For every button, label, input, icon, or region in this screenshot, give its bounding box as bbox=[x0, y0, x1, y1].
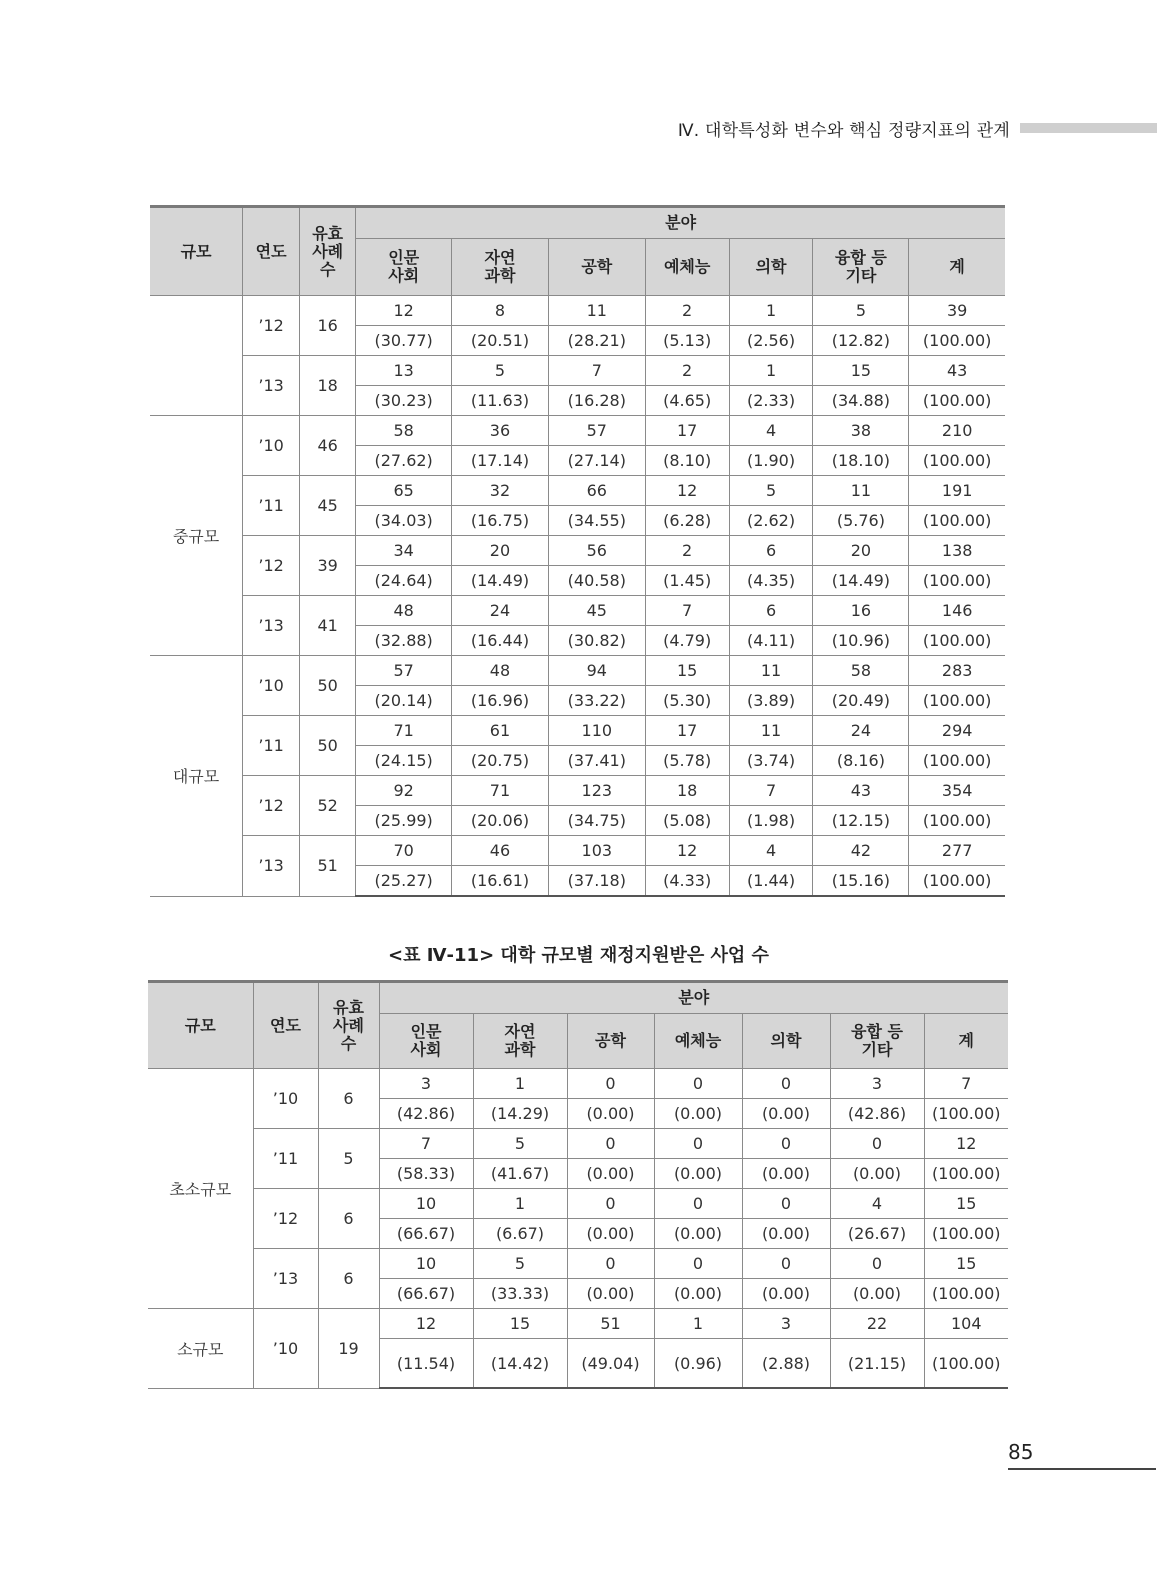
count-cell: 20 bbox=[452, 536, 549, 566]
percent-cell: (12.82) bbox=[813, 326, 909, 356]
count-cell: 5 bbox=[473, 1249, 567, 1279]
header-decoration-bar bbox=[1020, 123, 1157, 133]
valid-cases-cell: 39 bbox=[300, 536, 356, 596]
year-cell: ’12 bbox=[243, 536, 300, 596]
percent-cell: (27.14) bbox=[548, 446, 645, 476]
percent-cell: (5.76) bbox=[813, 506, 909, 536]
count-cell: 8 bbox=[452, 296, 549, 326]
count-cell: 43 bbox=[909, 356, 1005, 386]
percent-cell: (0.00) bbox=[654, 1099, 742, 1129]
percent-cell: (0.00) bbox=[742, 1159, 830, 1189]
percent-cell: (100.00) bbox=[909, 866, 1005, 897]
percent-cell: (14.49) bbox=[813, 566, 909, 596]
count-cell: 146 bbox=[909, 596, 1005, 626]
percent-cell: (0.00) bbox=[742, 1219, 830, 1249]
count-cell: 0 bbox=[830, 1129, 924, 1159]
percent-cell: (4.33) bbox=[645, 866, 729, 897]
count-cell: 56 bbox=[548, 536, 645, 566]
count-cell: 58 bbox=[356, 416, 452, 446]
table-row bbox=[148, 1249, 1008, 1279]
header-column: 예체능 bbox=[645, 239, 729, 296]
year-cell: ’12 bbox=[243, 776, 300, 836]
percent-cell: (2.56) bbox=[729, 326, 813, 356]
valid-cases-cell: 16 bbox=[300, 296, 356, 356]
count-cell: 17 bbox=[645, 716, 729, 746]
count-cell: 70 bbox=[356, 836, 452, 866]
count-cell: 6 bbox=[729, 596, 813, 626]
valid-cases-cell: 46 bbox=[300, 416, 356, 476]
percent-cell: (100.00) bbox=[909, 626, 1005, 656]
year-cell: ’12 bbox=[253, 1189, 318, 1249]
percent-cell: (28.21) bbox=[548, 326, 645, 356]
header-column: 융합 등 기타 bbox=[813, 239, 909, 296]
table-row bbox=[150, 716, 1005, 746]
count-cell: 65 bbox=[356, 476, 452, 506]
count-cell: 354 bbox=[909, 776, 1005, 806]
percent-cell: (5.30) bbox=[645, 686, 729, 716]
table-funded-projects-continued bbox=[150, 205, 1005, 897]
valid-cases-cell: 50 bbox=[300, 656, 356, 716]
count-cell: 7 bbox=[645, 596, 729, 626]
header-field: 분야 bbox=[379, 982, 1008, 1014]
percent-cell: (20.49) bbox=[813, 686, 909, 716]
count-cell: 11 bbox=[729, 716, 813, 746]
running-header: Ⅳ. 대학특성화 변수와 핵심 정량지표의 관계 bbox=[677, 121, 1010, 141]
count-cell: 7 bbox=[729, 776, 813, 806]
count-cell: 0 bbox=[742, 1069, 830, 1099]
count-cell: 110 bbox=[548, 716, 645, 746]
percent-cell: (17.14) bbox=[452, 446, 549, 476]
table-row bbox=[148, 1189, 1008, 1219]
count-cell: 0 bbox=[567, 1069, 654, 1099]
valid-cases-cell: 19 bbox=[318, 1309, 379, 1389]
count-cell: 34 bbox=[356, 536, 452, 566]
percent-cell: (3.74) bbox=[729, 746, 813, 776]
count-cell: 48 bbox=[356, 596, 452, 626]
header-column: 공학 bbox=[548, 239, 645, 296]
table-caption: <표 Ⅳ-11> 대학 규모별 재정지원받은 사업 수 bbox=[388, 945, 769, 966]
header-column: 인문 사회 bbox=[379, 1014, 473, 1069]
percent-cell: (11.54) bbox=[379, 1339, 473, 1389]
header-column: 융합 등 기타 bbox=[830, 1014, 924, 1069]
valid-cases-cell: 6 bbox=[318, 1249, 379, 1309]
count-cell: 5 bbox=[452, 356, 549, 386]
percent-cell: (1.45) bbox=[645, 566, 729, 596]
count-cell: 71 bbox=[452, 776, 549, 806]
percent-cell: (30.23) bbox=[356, 386, 452, 416]
count-cell: 51 bbox=[567, 1309, 654, 1339]
percent-cell: (32.88) bbox=[356, 626, 452, 656]
header-size: 규모 bbox=[148, 982, 253, 1069]
percent-cell: (42.86) bbox=[830, 1099, 924, 1129]
header-valid-cases: 유효 사례 수 bbox=[318, 982, 379, 1069]
count-cell: 12 bbox=[379, 1309, 473, 1339]
count-cell: 11 bbox=[729, 656, 813, 686]
header-column: 자연 과학 bbox=[473, 1014, 567, 1069]
percent-cell: (34.75) bbox=[548, 806, 645, 836]
percent-cell: (25.27) bbox=[356, 866, 452, 897]
year-cell: ’11 bbox=[243, 476, 300, 536]
percent-cell: (20.14) bbox=[356, 686, 452, 716]
count-cell: 48 bbox=[452, 656, 549, 686]
count-cell: 61 bbox=[452, 716, 549, 746]
percent-cell: (1.98) bbox=[729, 806, 813, 836]
count-cell: 0 bbox=[567, 1189, 654, 1219]
count-cell: 2 bbox=[645, 536, 729, 566]
percent-cell: (30.82) bbox=[548, 626, 645, 656]
percent-cell: (33.22) bbox=[548, 686, 645, 716]
percent-cell: (21.15) bbox=[830, 1339, 924, 1389]
table-row bbox=[150, 776, 1005, 806]
count-cell: 0 bbox=[742, 1129, 830, 1159]
percent-cell: (0.00) bbox=[567, 1279, 654, 1309]
year-cell: ’12 bbox=[243, 296, 300, 356]
percent-cell: (8.16) bbox=[813, 746, 909, 776]
count-cell: 7 bbox=[379, 1129, 473, 1159]
count-cell: 58 bbox=[813, 656, 909, 686]
size-group-cell: 소규모 bbox=[148, 1309, 253, 1389]
count-cell: 0 bbox=[742, 1249, 830, 1279]
header-row bbox=[150, 207, 1005, 239]
header-column: 인문 사회 bbox=[356, 239, 452, 296]
year-cell: ’13 bbox=[253, 1249, 318, 1309]
percent-cell: (2.88) bbox=[742, 1339, 830, 1389]
page-number: 85 bbox=[1008, 1440, 1034, 1464]
count-cell: 12 bbox=[356, 296, 452, 326]
percent-cell: (100.00) bbox=[909, 326, 1005, 356]
percent-cell: (42.86) bbox=[379, 1099, 473, 1129]
percent-cell: (4.79) bbox=[645, 626, 729, 656]
percent-cell: (14.42) bbox=[473, 1339, 567, 1389]
percent-cell: (100.00) bbox=[909, 566, 1005, 596]
count-cell: 2 bbox=[645, 296, 729, 326]
count-cell: 1 bbox=[473, 1069, 567, 1099]
count-cell: 283 bbox=[909, 656, 1005, 686]
header-column: 의학 bbox=[729, 239, 813, 296]
count-cell: 24 bbox=[452, 596, 549, 626]
header-column: 의학 bbox=[742, 1014, 830, 1069]
percent-cell: (0.00) bbox=[742, 1099, 830, 1129]
size-group-cell: 초소규모 bbox=[148, 1069, 253, 1309]
percent-cell: (20.75) bbox=[452, 746, 549, 776]
count-cell: 10 bbox=[379, 1249, 473, 1279]
count-cell: 94 bbox=[548, 656, 645, 686]
count-cell: 6 bbox=[729, 536, 813, 566]
count-cell: 3 bbox=[830, 1069, 924, 1099]
year-cell: ’10 bbox=[253, 1309, 318, 1389]
percent-cell: (0.00) bbox=[654, 1159, 742, 1189]
table-row bbox=[150, 656, 1005, 686]
valid-cases-cell: 45 bbox=[300, 476, 356, 536]
percent-cell: (0.00) bbox=[654, 1219, 742, 1249]
table-row bbox=[148, 1069, 1008, 1099]
percent-cell: (14.49) bbox=[452, 566, 549, 596]
count-cell: 1 bbox=[729, 296, 813, 326]
count-cell: 13 bbox=[356, 356, 452, 386]
percent-cell: (26.67) bbox=[830, 1219, 924, 1249]
percent-cell: (66.67) bbox=[379, 1219, 473, 1249]
percent-cell: (100.00) bbox=[909, 386, 1005, 416]
count-cell: 18 bbox=[645, 776, 729, 806]
header-column: 계 bbox=[924, 1014, 1008, 1069]
count-cell: 0 bbox=[654, 1129, 742, 1159]
header-year: 연도 bbox=[253, 982, 318, 1069]
count-cell: 22 bbox=[830, 1309, 924, 1339]
table-row bbox=[148, 1129, 1008, 1159]
percent-cell: (14.29) bbox=[473, 1099, 567, 1129]
valid-cases-cell: 18 bbox=[300, 356, 356, 416]
header-column: 예체능 bbox=[654, 1014, 742, 1069]
count-cell: 104 bbox=[924, 1309, 1008, 1339]
percent-cell: (24.64) bbox=[356, 566, 452, 596]
header-row bbox=[148, 982, 1008, 1014]
table-row bbox=[150, 356, 1005, 386]
percent-cell: (10.96) bbox=[813, 626, 909, 656]
percent-cell: (4.65) bbox=[645, 386, 729, 416]
percent-cell: (1.44) bbox=[729, 866, 813, 897]
percent-cell: (0.00) bbox=[567, 1219, 654, 1249]
count-cell: 15 bbox=[924, 1249, 1008, 1279]
percent-cell: (4.35) bbox=[729, 566, 813, 596]
count-cell: 39 bbox=[909, 296, 1005, 326]
percent-cell: (100.00) bbox=[924, 1159, 1008, 1189]
year-cell: ’10 bbox=[243, 656, 300, 716]
percent-cell: (6.28) bbox=[645, 506, 729, 536]
percent-cell: (5.08) bbox=[645, 806, 729, 836]
percent-cell: (66.67) bbox=[379, 1279, 473, 1309]
percent-cell: (100.00) bbox=[924, 1219, 1008, 1249]
percent-cell: (27.62) bbox=[356, 446, 452, 476]
percent-cell: (0.00) bbox=[830, 1159, 924, 1189]
count-cell: 36 bbox=[452, 416, 549, 446]
table-row bbox=[150, 536, 1005, 566]
count-cell: 0 bbox=[567, 1249, 654, 1279]
percent-cell: (8.10) bbox=[645, 446, 729, 476]
header-column: 공학 bbox=[567, 1014, 654, 1069]
percent-cell: (16.28) bbox=[548, 386, 645, 416]
percent-cell: (100.00) bbox=[909, 746, 1005, 776]
count-cell: 3 bbox=[742, 1309, 830, 1339]
percent-cell: (0.00) bbox=[742, 1279, 830, 1309]
percent-cell: (15.16) bbox=[813, 866, 909, 897]
percent-cell: (16.75) bbox=[452, 506, 549, 536]
percent-cell: (16.61) bbox=[452, 866, 549, 897]
percent-cell: (16.96) bbox=[452, 686, 549, 716]
count-cell: 45 bbox=[548, 596, 645, 626]
count-cell: 277 bbox=[909, 836, 1005, 866]
size-group-cell: 중규모 bbox=[150, 416, 243, 656]
count-cell: 12 bbox=[645, 476, 729, 506]
count-cell: 1 bbox=[473, 1189, 567, 1219]
table-row bbox=[150, 596, 1005, 626]
percent-cell: (3.89) bbox=[729, 686, 813, 716]
count-cell: 24 bbox=[813, 716, 909, 746]
count-cell: 38 bbox=[813, 416, 909, 446]
header-column: 자연 과학 bbox=[452, 239, 549, 296]
count-cell: 5 bbox=[813, 296, 909, 326]
count-cell: 15 bbox=[924, 1189, 1008, 1219]
year-cell: ’13 bbox=[243, 596, 300, 656]
percent-cell: (100.00) bbox=[924, 1279, 1008, 1309]
count-cell: 138 bbox=[909, 536, 1005, 566]
header-valid-cases: 유효 사례 수 bbox=[300, 207, 356, 296]
count-cell: 11 bbox=[548, 296, 645, 326]
percent-cell: (5.78) bbox=[645, 746, 729, 776]
percent-cell: (37.41) bbox=[548, 746, 645, 776]
table-row bbox=[150, 476, 1005, 506]
percent-cell: (18.10) bbox=[813, 446, 909, 476]
percent-cell: (25.99) bbox=[356, 806, 452, 836]
year-cell: ’11 bbox=[243, 716, 300, 776]
year-cell: ’13 bbox=[243, 836, 300, 897]
percent-cell: (41.67) bbox=[473, 1159, 567, 1189]
table-row bbox=[148, 1309, 1008, 1339]
count-cell: 3 bbox=[379, 1069, 473, 1099]
count-cell: 12 bbox=[924, 1129, 1008, 1159]
percent-cell: (0.00) bbox=[830, 1279, 924, 1309]
count-cell: 191 bbox=[909, 476, 1005, 506]
percent-cell: (20.06) bbox=[452, 806, 549, 836]
percent-cell: (100.00) bbox=[909, 506, 1005, 536]
count-cell: 15 bbox=[645, 656, 729, 686]
count-cell: 103 bbox=[548, 836, 645, 866]
count-cell: 0 bbox=[567, 1129, 654, 1159]
percent-cell: (4.11) bbox=[729, 626, 813, 656]
table-funded-projects-by-size bbox=[148, 980, 1008, 1389]
percent-cell: (16.44) bbox=[452, 626, 549, 656]
percent-cell: (1.90) bbox=[729, 446, 813, 476]
count-cell: 16 bbox=[813, 596, 909, 626]
percent-cell: (33.33) bbox=[473, 1279, 567, 1309]
count-cell: 12 bbox=[645, 836, 729, 866]
percent-cell: (24.15) bbox=[356, 746, 452, 776]
header-field: 분야 bbox=[356, 207, 1005, 239]
percent-cell: (0.00) bbox=[567, 1159, 654, 1189]
size-group-cell bbox=[150, 296, 243, 416]
valid-cases-cell: 6 bbox=[318, 1189, 379, 1249]
header-column: 계 bbox=[909, 239, 1005, 296]
valid-cases-cell: 51 bbox=[300, 836, 356, 897]
count-cell: 71 bbox=[356, 716, 452, 746]
table-row bbox=[150, 296, 1005, 326]
count-cell: 43 bbox=[813, 776, 909, 806]
percent-cell: (0.00) bbox=[567, 1099, 654, 1129]
valid-cases-cell: 6 bbox=[318, 1069, 379, 1129]
percent-cell: (30.77) bbox=[356, 326, 452, 356]
percent-cell: (100.00) bbox=[909, 686, 1005, 716]
percent-cell: (58.33) bbox=[379, 1159, 473, 1189]
table-row bbox=[150, 836, 1005, 866]
count-cell: 294 bbox=[909, 716, 1005, 746]
page-number-rule bbox=[1008, 1468, 1156, 1470]
count-cell: 4 bbox=[830, 1189, 924, 1219]
count-cell: 46 bbox=[452, 836, 549, 866]
count-cell: 0 bbox=[654, 1249, 742, 1279]
count-cell: 15 bbox=[813, 356, 909, 386]
count-cell: 5 bbox=[729, 476, 813, 506]
count-cell: 17 bbox=[645, 416, 729, 446]
percent-cell: (100.00) bbox=[924, 1339, 1008, 1389]
count-cell: 0 bbox=[654, 1069, 742, 1099]
percent-cell: (2.62) bbox=[729, 506, 813, 536]
percent-cell: (11.63) bbox=[452, 386, 549, 416]
year-cell: ’10 bbox=[253, 1069, 318, 1129]
percent-cell: (0.00) bbox=[654, 1279, 742, 1309]
count-cell: 2 bbox=[645, 356, 729, 386]
count-cell: 57 bbox=[356, 656, 452, 686]
count-cell: 66 bbox=[548, 476, 645, 506]
percent-cell: (2.33) bbox=[729, 386, 813, 416]
count-cell: 1 bbox=[729, 356, 813, 386]
valid-cases-cell: 50 bbox=[300, 716, 356, 776]
count-cell: 92 bbox=[356, 776, 452, 806]
size-group-cell: 대규모 bbox=[150, 656, 243, 897]
valid-cases-cell: 52 bbox=[300, 776, 356, 836]
valid-cases-cell: 41 bbox=[300, 596, 356, 656]
percent-cell: (100.00) bbox=[909, 806, 1005, 836]
percent-cell: (5.13) bbox=[645, 326, 729, 356]
count-cell: 15 bbox=[473, 1309, 567, 1339]
count-cell: 1 bbox=[654, 1309, 742, 1339]
percent-cell: (40.58) bbox=[548, 566, 645, 596]
year-cell: ’10 bbox=[243, 416, 300, 476]
percent-cell: (100.00) bbox=[924, 1099, 1008, 1129]
percent-cell: (34.03) bbox=[356, 506, 452, 536]
count-cell: 4 bbox=[729, 836, 813, 866]
table-row bbox=[150, 416, 1005, 446]
count-cell: 20 bbox=[813, 536, 909, 566]
count-cell: 0 bbox=[830, 1249, 924, 1279]
count-cell: 11 bbox=[813, 476, 909, 506]
count-cell: 7 bbox=[548, 356, 645, 386]
year-cell: ’11 bbox=[253, 1129, 318, 1189]
percent-cell: (49.04) bbox=[567, 1339, 654, 1389]
count-cell: 7 bbox=[924, 1069, 1008, 1099]
count-cell: 0 bbox=[654, 1189, 742, 1219]
percent-cell: (20.51) bbox=[452, 326, 549, 356]
count-cell: 5 bbox=[473, 1129, 567, 1159]
year-cell: ’13 bbox=[243, 356, 300, 416]
count-cell: 210 bbox=[909, 416, 1005, 446]
count-cell: 10 bbox=[379, 1189, 473, 1219]
count-cell: 123 bbox=[548, 776, 645, 806]
count-cell: 0 bbox=[742, 1189, 830, 1219]
percent-cell: (6.67) bbox=[473, 1219, 567, 1249]
percent-cell: (100.00) bbox=[909, 446, 1005, 476]
percent-cell: (34.55) bbox=[548, 506, 645, 536]
header-size: 규모 bbox=[150, 207, 243, 296]
count-cell: 32 bbox=[452, 476, 549, 506]
count-cell: 42 bbox=[813, 836, 909, 866]
percent-cell: (37.18) bbox=[548, 866, 645, 897]
percent-cell: (0.96) bbox=[654, 1339, 742, 1389]
count-cell: 57 bbox=[548, 416, 645, 446]
percent-cell: (12.15) bbox=[813, 806, 909, 836]
valid-cases-cell: 5 bbox=[318, 1129, 379, 1189]
count-cell: 4 bbox=[729, 416, 813, 446]
percent-cell: (34.88) bbox=[813, 386, 909, 416]
header-year: 연도 bbox=[243, 207, 300, 296]
